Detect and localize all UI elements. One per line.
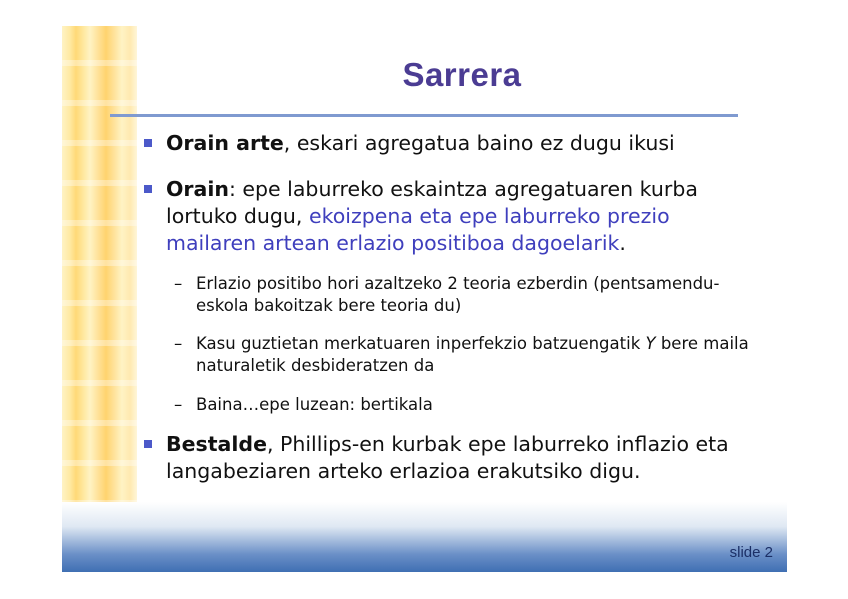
slide-number: slide 2 — [729, 544, 773, 561]
bullet-rest: : epe laburreko eskaintza agregatuaren kurba lortuko dugu, — [166, 177, 698, 228]
bullet-item — [144, 431, 764, 485]
sub-bullet-item — [174, 333, 764, 377]
bullet-rest: , Phillips-en kurbak epe laburreko inflazio eta langabeziaren arteko erlazioa erakutsiko digu. — [166, 432, 729, 483]
sub-bullet-text-before: Kasu guztietan merkatuaren inperfekzio batzuengatik — [196, 334, 646, 353]
bullet-item — [144, 176, 764, 257]
slide-title: Sarrera — [402, 56, 522, 93]
bullet-text — [166, 130, 764, 157]
sub-bullet-text-after: bere maila naturaletik desbideratzen da — [196, 334, 749, 375]
bullet-tail: . — [619, 231, 626, 255]
bullet-bold: Orain — [166, 177, 229, 201]
bottom-gradient-band — [62, 502, 787, 572]
sub-bullet-text — [196, 333, 764, 377]
bullet-bold: Bestalde — [166, 432, 267, 456]
sub-bullet-item — [174, 273, 764, 317]
bullet-text — [166, 431, 764, 485]
slide — [62, 26, 787, 572]
sub-bullet-item — [174, 394, 764, 416]
bullet-rest: , eskari agregatua baino ez dugu ikusi — [283, 131, 675, 155]
title-divider — [110, 114, 738, 117]
bullet-text — [166, 176, 764, 257]
bullet-highlight: ekoizpena eta epe laburreko prezio mailaren artean erlazio positiboa dagoelarik — [166, 204, 670, 255]
square-bullet-icon — [144, 139, 152, 147]
sub-bullet-text: Erlazio positibo hori azaltzeko 2 teoria ezberdin (pentsamendu-eskola bakoitzak bere teoria du) — [196, 274, 720, 315]
sub-bullet-text: Baina…epe luzean: bertikala — [196, 395, 433, 414]
dash-bullet-icon: – — [174, 395, 183, 414]
decorative-stripes — [62, 26, 137, 572]
square-bullet-icon — [144, 185, 152, 193]
bullet-bold: Orain arte — [166, 131, 284, 155]
sub-bullet-italic: Y — [645, 334, 656, 353]
dash-bullet-icon: – — [174, 274, 183, 293]
square-bullet-icon — [144, 440, 152, 448]
bullet-item — [144, 130, 764, 157]
dash-bullet-icon: – — [174, 334, 183, 353]
